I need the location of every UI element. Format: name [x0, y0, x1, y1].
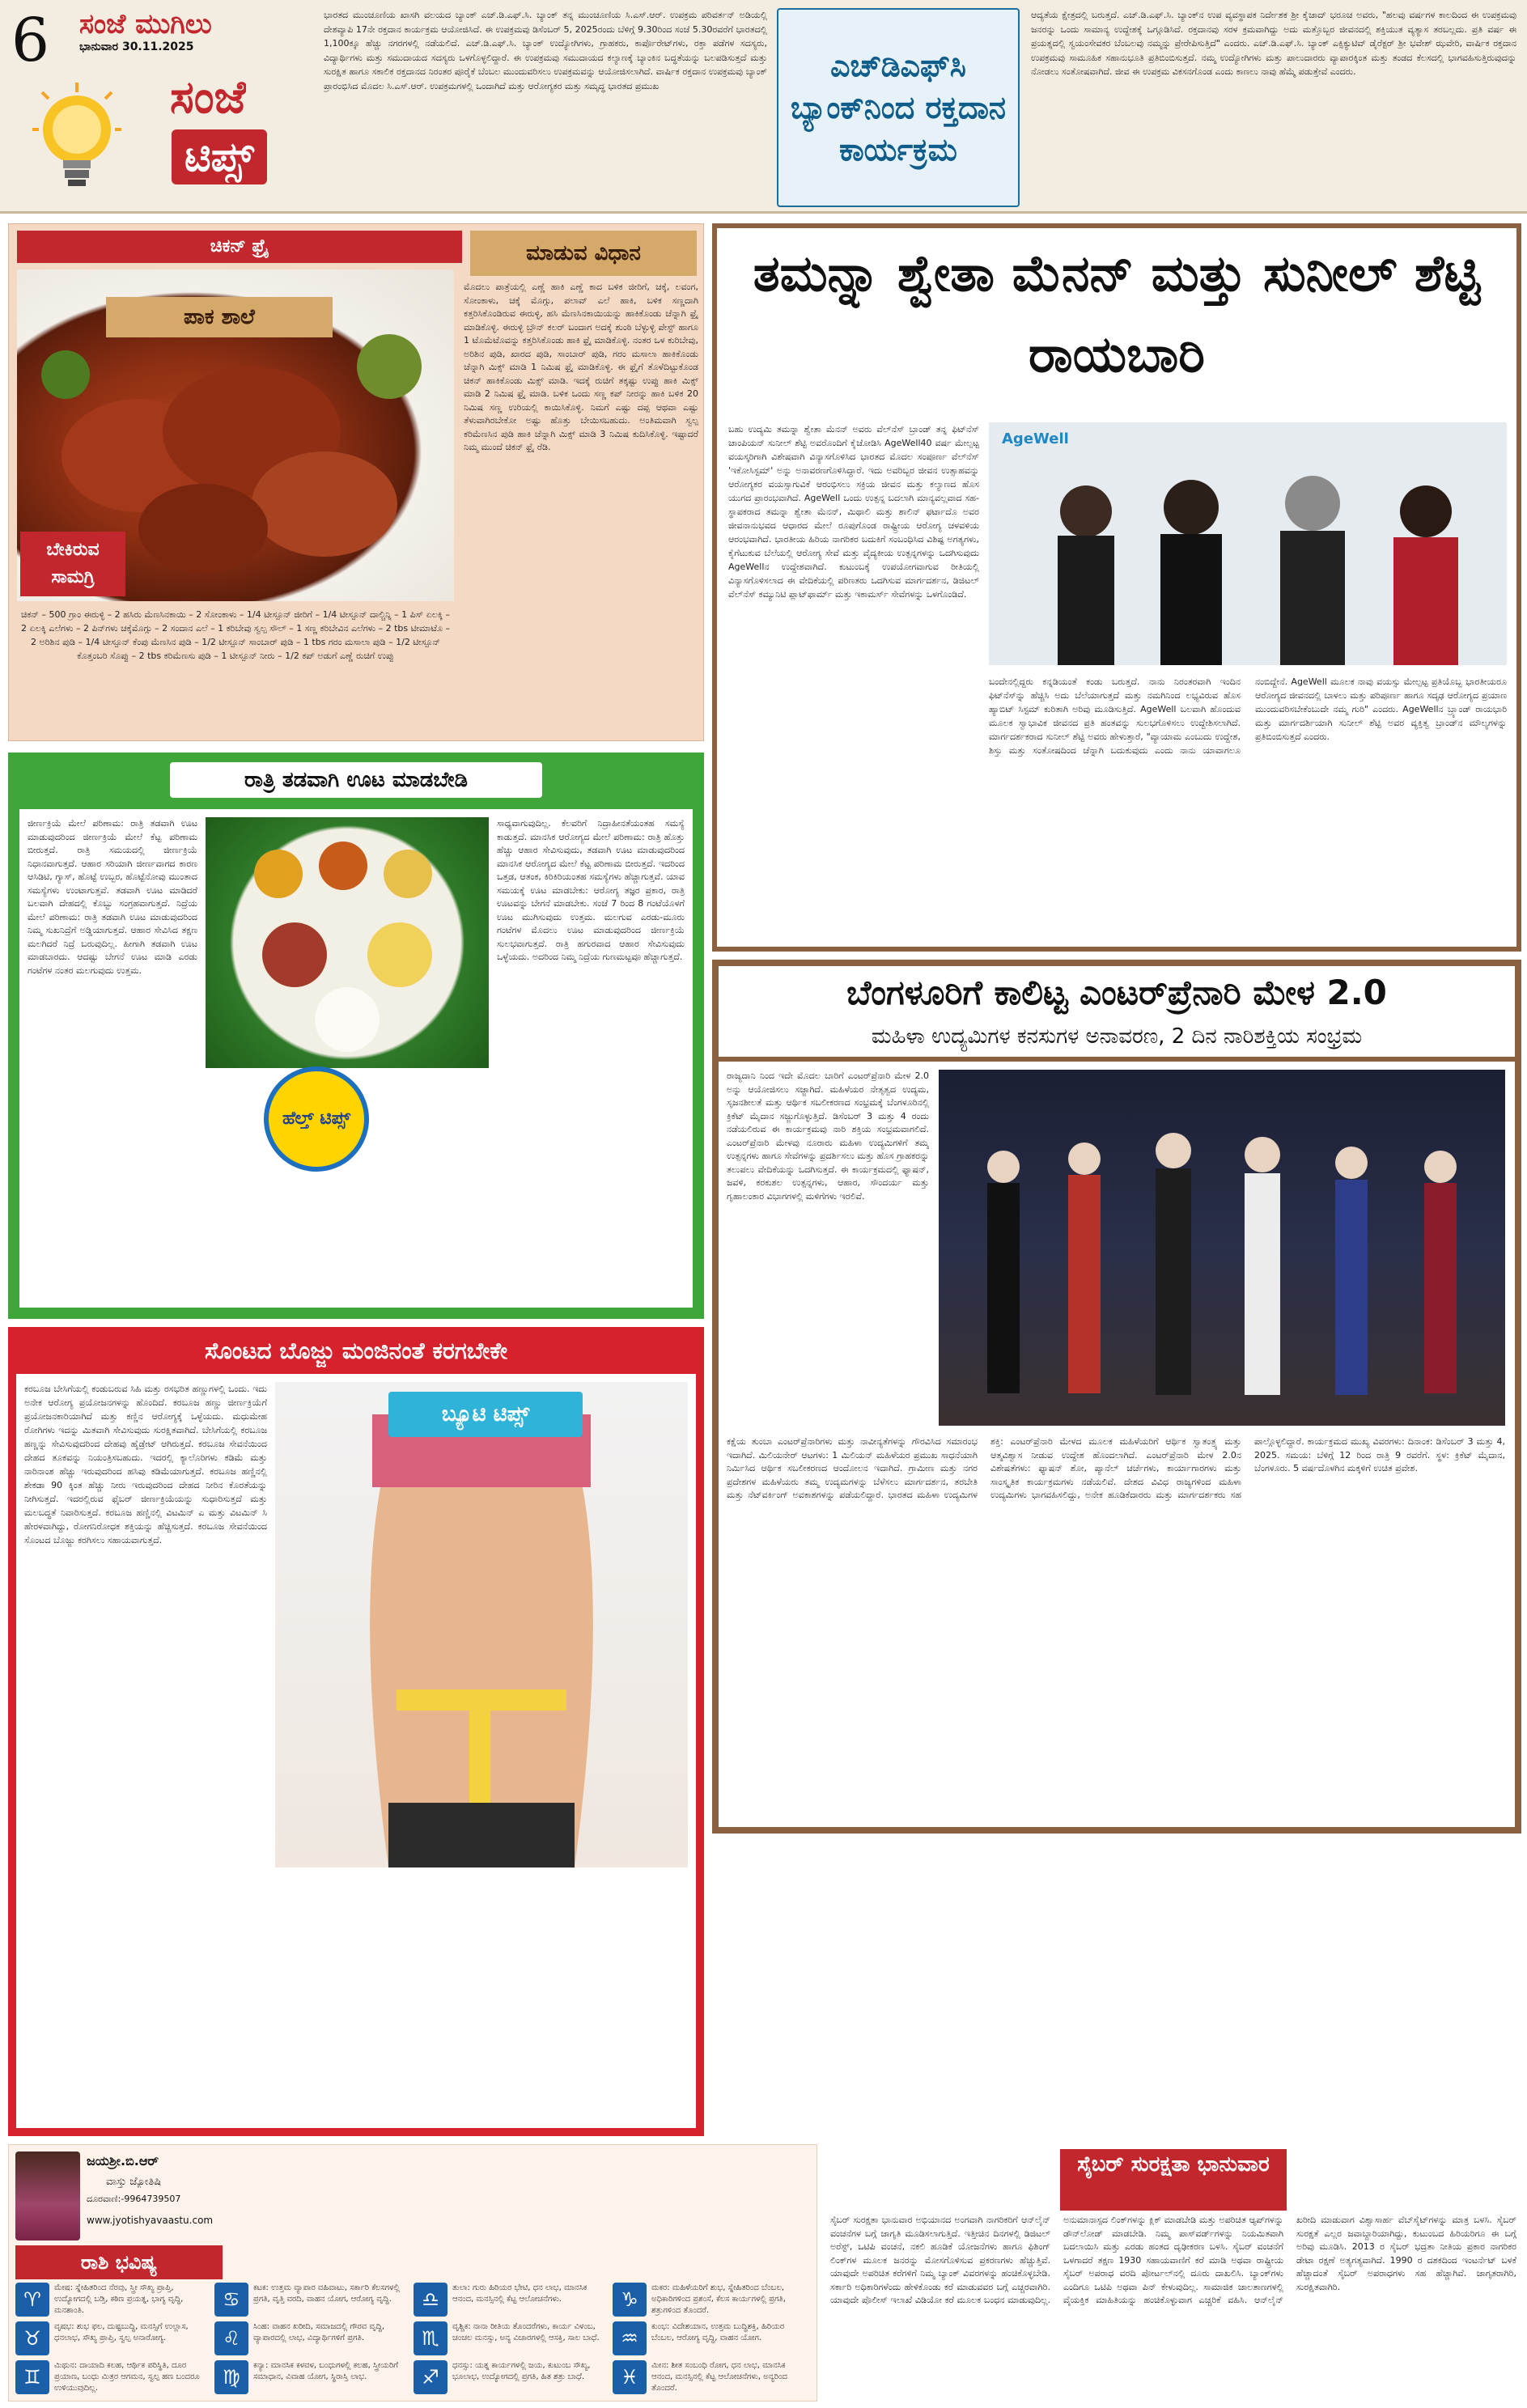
- zodiac-8-icon: ♏: [414, 2321, 447, 2355]
- astrologer-title: ವಾಸ್ತು ಜ್ಯೋತಿಷಿ: [106, 2176, 162, 2188]
- section-title-sanje: ಸಂಜೆ: [170, 71, 247, 124]
- zodiac-text: ತುಲಾ: ಗುರು ಹಿರಿಯರ ಭೇಟಿ, ಧನ ಲಾಭ, ಮಾನಸಿಕ ಆನಂದ, ಮನಸ್ಸಿನಲ್ಲಿ ಕೆಟ್ಟ ಆಲೋಚನೆಗಳು.: [452, 2283, 587, 2304]
- zodiac-item: [613, 2360, 805, 2396]
- zodiac-item: [613, 2321, 805, 2357]
- entrepreneur-headline: ಬೆಂಗಳೂರಿಗೆ ಕಾಲಿಟ್ಟ ಎಂಟರ್‌ಪ್ರೆನಾರಿ ಮೇಳ 2.0: [846, 973, 1387, 1012]
- zodiac-text: ಮಕರ: ಮಹಿಳೆಯರಿಗೆ ಶುಭ, ಸ್ನೇಹಿತರಿಂದ ಬೆಂಬಲ, ಅಧಿಕಾರಿಗಳಿಂದ ಪ್ರಶಂಸೆ, ಕೆಲಸ ಕಾರ್ಯಗಳಲ್ಲಿ ಪ್ರಗತಿ, ಶತ್ರುಗಳಿಂದ ತೊಂದರೆ.: [651, 2283, 786, 2315]
- astrologer-name: ಜಯಶ್ರೀ.ಬಿ.ಆರ್: [87, 2153, 159, 2168]
- zodiac-text: ಮಿಥುನ: ದಾಯಾದಿ ಕಲಹ, ಆರ್ಥಿಕ ಪರಿಸ್ಥಿತಿ, ದೂರ ಪ್ರಯಾಣ, ಬಂಧು ಮಿತ್ರರ ಆಗಮನ, ಸ್ವಲ್ಪ ಹಣ ಬಂದರೂ ಉಳಿಯುವುದಿಲ್ಲ.: [54, 2361, 200, 2393]
- zodiac-10-icon: ♑: [613, 2283, 647, 2317]
- cyber-section: [825, 2144, 1521, 2402]
- dinner-body-left: ಜೀರ್ಣಕ್ರಿಯೆ ಮೇಲೆ ಪರಿಣಾಮ: ರಾತ್ರಿ ತಡವಾಗಿ ಊಟ ಮಾಡುವುದರಿಂದ ಜೀರ್ಣಕ್ರಿಯೆ ಮೇಲೆ ಕೆಟ್ಟ ಪರಿಣಾಮ ಬೀರುತ್ತದೆ. ರಾತ್ರಿ ಸಮಯದಲ್ಲಿ ಜೀರ್ಣಕ್ರಿಯೆ ನಿಧಾನವಾಗುತ್ತದೆ. ಆಹಾರ ಸರಿಯಾಗಿ ಜೀರ್ಣವಾಗದ ಕಾರಣ ಆಸಿಡಿಟಿ, ಗ್ಯಾಸ್, ಹೊಟ್ಟೆ ಉಬ್ಬರ, ಹೊಟ್ಟೆನೋವು ಮುಂತಾದ ಸಮಸ್ಯೆಗಳು ಉಂಟಾಗುತ್ತವೆ. ತಡವಾಗಿ ಊಟ ಮಾಡಿದರೆ ಬಲವಾಗಿ ದೇಹದಲ್ಲಿ ಕೊಬ್ಬು ಸಂಗ್ರಹವಾಗುತ್ತದೆ. ನಿದ್ರೆಯ ಮೇಲೆ ಪರಿಣಾಮ: ರಾತ್ರಿ ತಡವಾಗಿ ಊಟ ಮಾಡುವುದರಿಂದ ನಿಮ್ಮ ಸುಖನಿದ್ರೆಗೆ ಅಡ್ಡಿಯಾಗುತ್ತದೆ. ಆಹಾರ ಸೇವಿಸಿದ ತಕ್ಷಣ ಮಲಗಿದರೆ ನಿದ್ರೆ ಬರುವುದಿಲ್ಲ. ಹೀಗಾಗಿ ತಡವಾಗಿ ಊಟ ಮಾಡಬಾರದು. ಆದಷ್ಟು ಬೇಗನೆ ಊಟ ಮಾಡಿ ಎರಡು ಗಂಟೆಗಳ ನಂತರ ಮಲಗುವುದು ಉತ್ತಮ.: [28, 818, 197, 976]
- paper-name: ಸಂಜೆ ಮುಗಿಲು: [79, 8, 212, 40]
- agewell-section: [712, 223, 1521, 952]
- kitchen-label: ಪಾಕ ಶಾಲೆ: [106, 297, 333, 337]
- zodiac-item: [214, 2360, 407, 2396]
- ingredients-list: ಚಿಕನ್ – 500 ಗ್ರಾಂ ಈರುಳ್ಳಿ – 2 ಹಸಿರು ಮೆಣಸಿನಕಾಯಿ – 2 ಸೋಂಕಾಳು – 1/4 ಟೀಸ್ಪೂನ್ ಜೀರಿಗೆ – 1/4 ಟೀಸ್ಪೂನ್ ದಾಲ್ಚಿನ್ನಿ – 1 ಪಿಸ್ ಏಲಕ್ಕಿ – 2 ಏಲಕ್ಕಿ ಎಲೆಗಳು – 2 ಪಿನ್‌ಗಳು ಚಕ್ಕೆಮೊಗ್ಗು – 2 ಸಂದಾನ ಎಲೆ – 1 ಕರಿಬೇವು ಸ್ವಲ್ಪ ಸೌಲ್ – 1 ಸಣ್ಣ ಕರಿಬೇವಿನ ಎಲೆಗಳು – 2 tbs ಟೀಮಾಟೊ – 2 ಅರಿಶಿನ ಪುಡಿ – 1/4 ಟೀಸ್ಪೂನ್ ಕೆಂಪು ಮೆಣಸಿನ ಪುಡಿ – 1/2 ಟೀಸ್ಪೂನ್ ಸಾಂಬಾರ್ ಪುಡಿ – 1 tbs ಗರಂ ಮಸಾಲಾ ಪುಡಿ – 1/2 ಟೀಸ್ಪೂನ್ ಕೊತ್ತಂಬರಿ ಸೊಪ್ಪು – 2 tbs ಕರಿಮೆಣಸು ಪುಡಿ – 1 ಟೀಸ್ಪೂನ್ ನೀರು – 1/2 ಕಪ್ ಅಡುಗೆ ಎಣ್ಣೆ ರುಚಿಗೆ ಉಪ್ಪು: [20, 609, 451, 661]
- dinner-body-right: ಸಾಧ್ಯವಾಗುವುದಿಲ್ಲ. ಕೆಲವರಿಗೆ ನಿದ್ರಾಹೀನತೆಯಂತಹ ಸಮಸ್ಯೆ ಕಾಡುತ್ತದೆ. ಮಾನಸಿಕ ಆರೋಗ್ಯದ ಮೇಲೆ ಪರಿಣಾಮ: ರಾತ್ರಿ ಹೊತ್ತು ಹೆಚ್ಚು ಆಹಾರ ಸೇವಿಸುವುದು, ತಡವಾಗಿ ಊಟ ಮಾಡುವುದರಿಂದ ಮಾನಸಿಕ ಆರೋಗ್ಯದ ಮೇಲೆ ಕೆಟ್ಟ ಪರಿಣಾಮ ಬೀರುತ್ತದೆ. ಇದರಿಂದ ಒತ್ತಡ, ಆತಂಕ, ಕಿರಿಕಿರಿಯಂತಹ ಸಮಸ್ಯೆಗಳು ಹೆಚ್ಚಾಗುತ್ತವೆ. ಯಾವ ಸಮಯಕ್ಕೆ ಊಟ ಮಾಡಬೇಕು: ಆರೋಗ್ಯ ತಜ್ಞರ ಪ್ರಕಾರ, ರಾತ್ರಿ ಊಟವನ್ನು ಬೇಗನೆ ಮಾಡಬೇಕು. ಸಂಜೆ 7 ರಿಂದ 8 ಗಂಟೆಯೊಳಗೆ ಊಟ ಮುಗಿಸುವುದು ಉತ್ತಮ. ಮಲಗುವ ಎರಡು-ಮೂರು ಗಂಟೆಗಳ ಮೊದಲು ಊಟ ಮಾಡುವುದರಿಂದ ಜೀರ್ಣಕ್ರಿಯೆ ಸುಲಭವಾಗುತ್ತದೆ. ರಾತ್ರಿ ಹಗುರವಾದ ಆಹಾರ ಸೇವಿಸುವುದು ಒಳ್ಳೆಯದು. ಅದರಿಂದ ನಿಮ್ಮ ನಿದ್ರೆಯ ಗುಣಮಟ್ಟವೂ ಹೆಚ್ಚಾಗುತ್ತದೆ.: [497, 818, 685, 962]
- zodiac-item: [414, 2321, 606, 2357]
- section-title-tips: ಟಿಪ್ಸ್: [172, 129, 267, 184]
- entrepreneur-subhead: ಮಹಿಳಾ ಉದ್ಯಮಿಗಳ ಕನಸುಗಳ ಅನಾವರಣ, 2 ದಿನ ನಾರಿಶಕ್ತಿಯ ಸಂಭ್ರಮ: [871, 1024, 1363, 1049]
- zodiac-text: ಧನಸ್ಸು: ಯತ್ನ ಕಾರ್ಯಗಳಲ್ಲಿ ಜಯ, ಕುಟುಂಬ ಸೌಖ್ಯ, ಭೂಲಾಭ, ಉದ್ಯೋಗದಲ್ಲಿ ಪ್ರಗತಿ, ಹಿತ ಶತ್ರು ಬಾಧೆ.: [452, 2361, 591, 2381]
- cyber-title: ಸೈಬರ್ ಸುರಕ್ಷತಾ ಭಾನುವಾರ: [1060, 2149, 1287, 2211]
- fashion-show-photo: [939, 1070, 1505, 1426]
- hdfc-headline: ಎಚ್‌ಡಿಎಫ್‌ಸಿ ಬ್ಯಾಂಕ್‌ನಿಂದ ರಕ್ತದಾನ ಕಾರ್ಯಕ್ರಮ: [790, 48, 1007, 167]
- horoscope-section: [8, 2144, 817, 2402]
- agewell-logo: AgeWell: [1002, 430, 1069, 447]
- zodiac-item: [613, 2283, 805, 2318]
- hdfc-body-right: ಆದ್ಯತೆಯ ಕ್ಷೇತ್ರದಲ್ಲಿ ಬರುತ್ತದೆ. ಎಚ್.ಡಿ.ಎಫ್.ಸಿ. ಬ್ಯಾಂಕ್‌ನ ಉಪ ವ್ಯವಸ್ಥಾಪಕ ನಿರ್ದೇಶಕ ಶ್ರೀ ಕೈಜಾದ್ ಭರೂಚ ಅವರು, "ಹಲವು ವರ್ಷಗಳ ಕಾಲದಿಂದ ಈ ಉಪಕ್ರಮವು ಜನರನ್ನು ಒಂದು ಸಾಮಾನ್ಯ ಉದ್ದೇಶಕ್ಕೆ ಒಗ್ಗೂಡಿಸಿದೆ. ರಕ್ತದಾನವು ಸರಳ ಕ್ರಮವಾಗಿದ್ದು ಅದು ಮತ್ತೊಬ್ಬರ ಜೀವನದಲ್ಲಿ ಶಕ್ತಿಯುತ ವ್ಯತ್ಯಾಸ ತರಬಲ್ಲದು. ಪ್ರತಿ ವರ್ಷ ಈ ಪ್ರಯತ್ನದಲ್ಲಿ ಸ್ವಯಂಸೇವಕರ ಬೆಂಬಲವು ನಮ್ಮನ್ನು ಪ್ರೇರೇಪಿಸುತ್ತಿದೆ" ಎಂದರು. ಎಚ್.ಡಿ.ಎಫ್.ಸಿ. ಬ್ಯಾಂಕ್ ಎಕ್ಸಿಕ್ಯುಟಿವ್ ಡೈರೆಕ್ಟರ್ ಶ್ರೀ ಭವೇಶ್ ಝವೇರಿ, ವಾರ್ಷಿಕ ರಕ್ತದಾನ ಉಪಕ್ರಮವು ಸಾಮೂಹಿಕ ಸಹಾನುಭೂತಿ ಪ್ರತಿಬಿಂಬಿಸುತ್ತದೆ. ನಮ್ಮ ಉದ್ಯೋಗಿಗಳು ಮತ್ತು ಪಾಲುದಾರರು ವ್ಯಾಪಾರಕ್ಕಿಂತ ಮತ್ತು ತಂಡದ ಕೆಲಸದಲ್ಲಿ ಭಾಗವಹಿಸುತ್ತಿರುವುದನ್ನು ನೋಡಲು ಸಂತೋಷವಾಗಿದೆ. ಜೀವ ಈ ಉಪಕ್ರಮ ವಿಕಸನಗೊಂಡ ಎಂದು ಕಾಣಲು ನಾವು ಹೆಮ್ಮೆ ಪಡುತ್ತೇವೆ ಎಂದರು.: [1031, 10, 1516, 77]
- astrologer-phone: ದೂರವಾಣಿ:-9964739507: [87, 2194, 181, 2204]
- agewell-photo: [989, 422, 1507, 665]
- dinner-title: ರಾತ್ರಿ ತಡವಾಗಿ ಊಟ ಮಾಡಬೇಡಿ: [170, 762, 542, 798]
- zodiac-7-icon: ♎: [414, 2283, 447, 2317]
- zodiac-item: [15, 2360, 208, 2396]
- zodiac-text: ವೃಶ್ಚಿಕ: ನಾನಾ ರೀತಿಯ ತೊಂದರೆಗಳು, ಕಾರ್ಯ ವಿಳಂಬ, ಚಂಚಲ ಮನಸ್ಸು, ಅನ್ಯ ವಿಚಾರಗಳಲ್ಲಿ ಆಸಕ್ತಿ, ಸಾಲ ಬಾಧೆ.: [452, 2322, 600, 2342]
- zodiac-text: ಸಿಂಹ: ವಾಹನ ಖರೀದಿ, ಸಮಾಜದಲ್ಲಿ ಗೌರವ ವೃದ್ಧಿ, ವ್ಯಾಪಾರದಲ್ಲಿ ಲಾಭ, ವಿದ್ಯಾರ್ಥಿಗಳಿಗೆ ಪ್ರಗತಿ.: [253, 2322, 385, 2342]
- zodiac-text: ಮೇಷ: ಸ್ನೇಹಿತರಿಂದ ನೆರವು, ಸ್ತ್ರೀ ಸೌಖ್ಯ ಪ್ರಾಪ್ತಿ, ಉದ್ಯೋಗದಲ್ಲಿ ಬಡ್ತಿ, ಕಠಿಣ ಪ್ರಯತ್ನ, ಭಾಗ್ಯ ವೃದ್ಧಿ, ಮನಶಾಂತಿ.: [54, 2283, 184, 2315]
- zodiac-text: ಕನ್ಯಾ: ಮಾನಸಿಕ ಕಳವಳ, ಬಂಧುಗಳಲ್ಲಿ ಕಲಹ, ಸ್ತ್ರೀಯರಿಗೆ ಸಮಾಧಾನ, ವಿವಾಹ ಯೋಗ, ಸ್ಥಿರಾಸ್ತಿ ಲಾಭ.: [253, 2361, 399, 2381]
- astrologer-website: www.jyotishyavaastu.com: [87, 2215, 214, 2226]
- zodiac-grid: [15, 2283, 812, 2399]
- masthead: [0, 0, 1527, 214]
- beauty-tips-badge: ಬ್ಯೂಟಿ ಟಿಪ್ಸ್: [388, 1392, 583, 1437]
- zodiac-text: ಕಟಕ: ಉತ್ತಮ ವ್ಯಾಪಾರ ವಹಿವಾಟು, ಸರ್ಕಾರಿ ಕೆಲಸಗಳಲ್ಲಿ ಪ್ರಗತಿ, ವೃತ್ತಿ ವರದಿ, ವಾಹನ ಯೋಗ, ಆರೋಗ್ಯ ವೃದ್ಧಿ.: [253, 2283, 400, 2304]
- horoscope-title: ರಾಶಿ ಭವಿಷ್ಯ: [15, 2245, 223, 2279]
- zodiac-11-icon: ♒: [613, 2321, 647, 2355]
- zodiac-text: ಕುಂಭ: ವಿದೇಶಯಾನ, ಉತ್ತಮ ಬುದ್ಧಿಶಕ್ತಿ, ಹಿರಿಯರ ಬೆಂಬಲ, ಆರೋಗ್ಯ ವೃದ್ಧಿ, ವಾಹನ ಯೋಗ.: [651, 2322, 785, 2342]
- zodiac-4-icon: ♋: [214, 2283, 248, 2317]
- agewell-body-right: ಬಂದೇನಲ್ಲಿದ್ದರು ಕನ್ನಡಿಯಂತೆ ಕಂಡು ಬರುತ್ತದೆ. ನಾನು ನಿರಂತರವಾಗಿ ಇಂದಿನ ಫಿಟ್‌ನೆಸ್‌ನ್ನು ಹೆಚ್ಚಿಸಿ ಅದು ಬೆಲೆಯಾಗುತ್ತದೆ ಮತ್ತು ನಮಗಿನಿಂದ ಲಭ್ಯವಿರುವ ಹೊಸ ಹ್ಯಾಬಿಟ್ ಸಿಸ್ಟಮ್ ಕುರಿತಾಗಿ ಅರಿವು ಮೂಡಿಸುತ್ತಿದೆ. AgeWell ಬಲವಾಗಿ ಹೊಂದುವ ಮೂಲಕ ಸ್ವಾಭಾವಿಕ ಜೀವನದ ಪ್ರತಿ ಹಂತವನ್ನು ಸುಲಭಗೊಳಿಸಲು ಉದ್ದೇಶಿಸಲಾಗಿದೆ. ಮಾರ್ಗದರ್ಶಕರಾದ ಸುನೀಲ್ ಶೆಟ್ಟಿ ಅವರು ಹೇಳುತ್ತಾರೆ, "ವ್ಯಾಯಾಮ ಎಂಬುದು ಉದ್ದೇಶ, ಶಿಸ್ತು ಮತ್ತು ಸಂತೋಷದಿಂದ ಚೆನ್ನಾಗಿ ಬದುಕುವುದು ಎಂದು ನಾನು ಯಾವಾಗಲೂ ನಂಬಿದ್ದೇನೆ. AgeWell ಮೂಲಕ ನಾವು ವಯಸ್ಸು ಮೇಲ್ಪಟ್ಟ ಪ್ರತಿಯೊಬ್ಬ ಭಾರತೀಯರೂ ಆರೋಗ್ಯದ ಜೀವನದಲ್ಲಿ ಬಾಳಲು ಮತ್ತು ಪರಿಪೂರ್ಣ ಹಾಗೂ ಸದೃಢ ಆರೋಗ್ಯದ ಪ್ರಯಾಣ ಮುಂದುವರಿಸಬೇಕೆಂಬುದೇ ನಮ್ಮ ಗುರಿ" ಎಂದರು. AgeWellನ ಬ್ರ್ಯಾಂಡ್ ರಾಯಭಾರಿ ಮತ್ತು ಮಾರ್ಗದರ್ಶಿಯಾಗಿ ಸುನೀಲ್ ಶೆಟ್ಟಿ ಅವರ ವ್ಯಕ್ತಿತ್ವ ಬ್ರಾಂಡ್‌ನ ಮೌಲ್ಯಗಳನ್ನು ಪ್ರತಿಬಿಂಬಿಸುತ್ತದೆ ಎಂದರು.: [989, 676, 1507, 756]
- chicken-fry-section: [8, 223, 704, 741]
- zodiac-item: [414, 2360, 606, 2396]
- lightbulb-icon: [32, 81, 121, 202]
- zodiac-9-icon: ♐: [414, 2360, 447, 2394]
- zodiac-12-icon: ♓: [613, 2360, 647, 2394]
- agewell-body-left: ಬಹು ಉದ್ಯಮಿ ತಮನ್ನಾ ಶ್ವೇತಾ ಮೆನನ್ ಅವರು ವೆಲ್‌ನೆಸ್ ಬ್ರಾಂಡ್ ತನ್ನ ಫಿಟ್‌ನೆಸ್ ಚಾಂಪಿಯನ್ ಸುನೀಲ್ ಶೆಟ್ಟಿ ಅವರೊಂದಿಗೆ ಕೈಜೋಡಿಸಿ AgeWell40 ವರ್ಷ ಮೇಲ್ಪಟ್ಟ ವಯಸ್ಕರಿಗಾಗಿ ವಿಶೇಷವಾಗಿ ವಿನ್ಯಾಸಗೊಳಿಸಿದ ಭಾರತದ ಮೊದಲ ಸಂಪೂರ್ಣ ವೆಲ್‌ನೆಸ್ 'ಇಕೋಸಿಸ್ಟಮ್' ಅನ್ನು ಅನಾವರಣಗೊಳಿಸಿದ್ದಾರೆ. ಇದು ಅವರಿಬ್ಬರ ಜೀವನ ಉತ್ಸಾಹವನ್ನು ಆರೋಗ್ಯಕರ ವಯಸ್ಸಾಗುವಿಕೆ ಆರಂಭಿಸಲು ಸಕ್ರಿಯ ಜೀವನ ಮತ್ತು ಕಲ್ಯಾಣದ ಹೊಸ ಯುಗದ ಪ್ರಾರಂಭವಾಗಿದೆ. AgeWell ಒಂದು ಉತ್ಪನ್ನ ಬದಲಾಗಿ ಮಾನ್ಯವಲ್ಲವಾದ ಸಹ-ಸ್ಥಾಪಕರಾದ ತಮನ್ನಾ ಶ್ವೇತಾ ಮೆನನ್, ಮಿಥಾಲಿ ಮತ್ತು ಶಾಲಿನ್ ಫರ್ಟಾದೊ ಅವರ ಜೀವನಾನುಭವದ ಆಧಾರದ ಮೇಲೆ ರೂಪುಗೊಂಡ ರಾಷ್ಟ್ರೀಯ ಆರೋಗ್ಯ ಚಳವಳಿಯ ಆರಂಭವಾಗಿದೆ. ಭಾರತೀಯ ಹಿರಿಯ ನಾಗರಿಕರ ಬದುಕಿಗೆ ಸಂಬಂಧಿಸಿದ ವಿಶಿಷ್ಟ ಅಗತ್ಯಗಳು, ಕೈಗೆಟುಕುವ ಬೆಲೆಯಲ್ಲಿ ಆರೋಗ್ಯ ಸೇವೆ ಮತ್ತು ವೈದ್ಯಕೀಯ ಉತ್ಪನ್ನಗಳನ್ನು ಒದಗಿಸುವುದು AgeWellನ ಉದ್ದೇಶವಾಗಿದೆ. ಕುಟುಂಬಕ್ಕೆ ಉಪಯೋಗವಾಗುವ ರೀತಿಯಲ್ಲಿ ವಿನ್ಯಾಸಗೊಳಿಸಲಾದ ಈ ವೇದಿಕೆಯಲ್ಲಿ ಪರಿಣತರು ಒದಗಿಸುವ ಮಾರ್ಗದರ್ಶನ, ಡಿಜಿಟಲ್ ವೆಲ್‌ನೆಸ್ ಕಮ್ಯುನಿಟಿ ಪ್ಲಾಟ್‌ಫಾರ್ಮ್ ಮತ್ತು ಇಕಾಮರ್ಸ್ ಸೇವೆಗಳನ್ನು ಒಳಗೊಂಡಿದೆ.: [728, 424, 979, 600]
- zodiac-5-icon: ♌: [214, 2321, 248, 2355]
- page-number: 6: [11, 8, 50, 73]
- zodiac-item: [214, 2321, 407, 2357]
- zodiac-item: [414, 2283, 606, 2318]
- astrologer-avatar: [15, 2152, 80, 2241]
- entrepreneur-body-top: ರಾಜ್ಯದಾನಿ ನಿಂದ ಇದೇ ಮೊದಲ ಬಾರಿಗೆ ಎಂಟರ್‌ಪ್ರೆನಾರಿ ಮೇಳ 2.0 ಅನ್ನು ಆಯೋಜಿಸಲು ಸಜ್ಜಾಗಿದೆ. ಮಹಿಳೆಯರ ನೇತೃತ್ವದ ಉದ್ಯಮ, ಸೃಜನಶೀಲತೆ ಮತ್ತು ಆರ್ಥಿಕ ಸಬಲೀಕರಣದ ಸಂಭ್ರಮಕ್ಕೆ ಬೆಂಗಳೂರಿನಲ್ಲಿ ಕ್ರಿಕೆಟ್ ಮೈದಾನ ಸಜ್ಜುಗೊಳ್ಳುತ್ತಿದೆ. ಡಿಸೆಂಬರ್ 3 ಮತ್ತು 4 ರಂದು ನಡೆಯಲಿರುವ ಈ ಕಾರ್ಯಕ್ರಮವು ನಾರಿ ಶಕ್ತಿಯ ಸಂಭ್ರಮವಾಗಲಿದೆ. ಎಂಟರ್‌ಪ್ರೆನಾರಿ ಮೇಳವು ನೂರಾರು ಮಹಿಳಾ ಉದ್ಯಮಿಗಳಿಗೆ ತಮ್ಮ ಉತ್ಪನ್ನಗಳು ಹಾಗೂ ಸೇವೆಗಳನ್ನು ಪ್ರದರ್ಶಿಸಲು ಮತ್ತು ಹೊಸ ಗ್ರಾಹಕರನ್ನು ತಲುಪಲು ವೇದಿಕೆಯನ್ನು ಒದಗಿಸುತ್ತದೆ. ಈ ಕಾರ್ಯಕ್ರಮದಲ್ಲಿ ಫ್ಯಾಷನ್, ಜವಳಿ, ಕರಕುಶಲ ಉತ್ಪನ್ನಗಳು, ಆಹಾರ, ಸೌಂದರ್ಯ ಮತ್ತು ಗೃಹಾಲಂಕಾರ ವಿಭಾಗಗಳಲ್ಲಿ ಮಳಿಗೆಗಳು ಇರಲಿವೆ.: [727, 1070, 929, 1202]
- zodiac-item: [15, 2283, 208, 2318]
- dinner-section: [8, 752, 704, 1319]
- method-text: ಮೊದಲು ಪಾತ್ರೆಯಲ್ಲಿ ಎಣ್ಣೆ ಹಾಕಿ ಎಣ್ಣೆ ಕಾದ ಬಳಿಕ ಜೀರಿಗೆ, ಚಕ್ಕೆ, ಲವಂಗ, ಸೋಂಕಾಳು, ಚಕ್ಕೆ ಮೊಗ್ಗು, ಪಲಾವ್ ಎಲೆ ಹಾಕಿ, ಬಳಿಕ ಸಣ್ಣದಾಗಿ ಕತ್ತರಿಸಿಕೊಂಡಿರುವ ಈರುಳ್ಳಿ, ಹಸಿ ಮೆಣಸಿನಕಾಯಿಯನ್ನು ಹಾಕಿಕೊಂಡು ಚೆನ್ನಾಗಿ ಫ್ರೈ ಮಾಡಿಕೊಳ್ಳಿ. ಈರುಳ್ಳಿ ಬ್ರೌನ್ ಕಲರ್ ಬಂದಾಗ ಅದಕ್ಕೆ ಶುಂಠಿ ಬೆಳ್ಳುಳ್ಳಿ ಪೇಸ್ಟ್ ಹಾಗೂ 1 ಟೊಮೆಟೊವನ್ನು ಕತ್ತರಿಸಿಕೊಂಡು ಹಾಕಿ ಫ್ರೈ ಮಾಡಿಕೊಳ್ಳಿ. ನಂತರ ಒಳ ಕುರಿಬೇವು, ಅರಿಶಿನ ಪುಡಿ, ಖಾರದ ಪುಡಿ, ಸಾಂಬಾರ್ ಪುಡಿ, ಗರಂ ಮಸಾಲಾ ಹಾಕಿಕೊಂಡು ಚೆನ್ನಾಗಿ ಮಿಕ್ಸ್ ಮಾಡಿ 1 ನಿಮಿಷ ಫ್ರೈ ಮಾಡಿಕೊಳ್ಳಿ. ಈ ಫ್ರೈಗೆ ತೊಳೆದಿಟ್ಟುಕೊಂಡ ಚಿಕನ್ ಹಾಕಿಕೊಂಡು ಮಿಕ್ಸ್ ಮಾಡಿ. ಇದಕ್ಕೆ ರುಚಿಗೆ ತಕ್ಕಷ್ಟು ಉಪ್ಪು ಹಾಕಿ ಮಿಕ್ಸ್ ಮಾಡಿ 2 ನಿಮಿಷ ಫ್ರೈ ಮಾಡಿ. ಬಳಿಕ ಒಂದು ಸಣ್ಣ ಕಪ್ ನೀರನ್ನು ಹಾಕಿ ಬಳಿಕ 20 ನಿಮಿಷ ಸಣ್ಣ ಉರಿಯಲ್ಲಿ ಕಾಯಿಸಿಕೊಳ್ಳಿ. ನಿಮಗೆ ಎಷ್ಟು ದಪ್ಪ ಆಥವಾ ಎಷ್ಟು ತೆಳುವಾಗಿರಬೇಕೋ ಅಷ್ಟು ಹೊತ್ತು ಬೇಯಿಸಬಹುದು. ಅಂತಿಮವಾಗಿ ಸ್ವಲ್ಪ ಕರಿಮೆಣಸಿನ ಪುಡಿ ಹಾಕಿ ಚೆನ್ನಾಗಿ ಮಿಕ್ಸ್ ಮಾಡಿ 3 ನಿಮಿಷ ಕುದಿಸಿಕೊಳ್ಳಿ. ಇಷ್ಟಾದರೆ ನಿಮ್ಮ ಮುಂದೆ ಚಿಕನ್ ಫ್ರೈ ರೆಡಿ.: [464, 282, 698, 452]
- waist-photo: [275, 1382, 688, 1867]
- zodiac-text: ಮೀನ: ಶೀತ ಸಂಬಂಧಿ ರೋಗ, ಧನ ಲಾಭ, ಮಾನಸಿಕ ಆನಂದ, ಮನಸ್ಸಿನಲ್ಲಿ ಕೆಟ್ಟ ಆಲೋಚನೆಗಳು, ಅನ್ಯರಿಂದ ತೊಂದರೆ.: [651, 2361, 787, 2393]
- ingredients-title: ಬೇಕಿರುವ ಸಾಮಗ್ರಿ: [20, 532, 125, 596]
- zodiac-item: [15, 2321, 208, 2357]
- hdfc-body-left: ಭಾರತದ ಮುಂಚೂಣಿಯ ಖಾಸಗಿ ವಲಯದ ಬ್ಯಾಂಕ್ ಎಚ್.ಡಿ.ಎಫ್.ಸಿ. ಬ್ಯಾಂಕ್ ತನ್ನ ಮುಂಚೂಣಿಯ ಸಿ.ಎಸ್.ಆರ್. ಉಪಕ್ರಮ ಪರಿವರ್ತನ್ ಅಡಿಯಲ್ಲಿ ದೇಶವ್ಯಾಪಿ 17ನೇ ರಕ್ತದಾನ ಕಾರ್ಯಕ್ರಮ ಆಯೋಜಿಸಿದೆ. ಈ ಉಪಕ್ರಮವು ಡಿಸೆಂಬರ್ 5, 2025ರಂದು ಬೆಳಿಗ್ಗೆ 9.30ರಿಂದ ಸಂಜೆ 5.30ರವರೆಗೆ ಭಾರತದಲ್ಲಿ 1,100ಕ್ಕೂ ಹೆಚ್ಚು ನಗರಗಳಲ್ಲಿ ನಡೆಯಲಿದೆ. ಎಚ್.ಡಿ.ಎಫ್.ಸಿ. ಬ್ಯಾಂಕ್ ಉದ್ಯೋಗಿಗಳು, ಗ್ರಾಹಕರು, ಕಾರ್ಪೊರೇಟ್‌ಗಳು, ರಕ್ತಾ ಪಡೆಗಳ ಸದಸ್ಯರು, ವಿದ್ಯಾರ್ಥಿಗಳು ಮತ್ತು ಸಮುದಾಯದ ಸದಸ್ಯರು ಒಳಗೊಳ್ಳಲಿದ್ದಾರೆ. ಈ ಉಪಕ್ರಮವು ಸಮುದಾಯದ ಕಲ್ಯಾಣಕ್ಕೆ ಬ್ಯಾಂಕಿನ ಬದ್ಧತೆಯನ್ನು ಬಲಪಡಿಸುತ್ತದೆ ಮತ್ತು ಸುರಕ್ಷಿತ ಹಾಗೂ ಸಕಾಲಿಕ ರಕ್ತದಾನದ ನಿರಂತರ ಪೂರೈಕೆ ಬೆಂಬಲ ಮುಂದುವರಿಸಲು ಉಪಕ್ರಮವನ್ನು ಆಯೋಜಿಸಲಾಗಿದೆ. ವಾರ್ಷಿಕ ರಕ್ತದಾನ ಉಪಕ್ರಮವು ಬ್ಯಾಂಕ್ ಪ್ರಾರಂಭಿಸಿದ ಮೊದಲ ಸಿ.ಎಸ್.ಆರ್. ಉಪಕ್ರಮಗಳಲ್ಲಿ ಒಂದಾಗಿದೆ ಮತ್ತು ಆರೋಗ್ಯಕರ ಮತ್ತು ಸಮೃದ್ಧ ಭಾರತದ ಪ್ರಮುಖ: [324, 10, 767, 91]
- zodiac-text: ವೃಷಭ: ಶುಭ ಫಲ, ದುಷ್ಟಬುದ್ಧಿ, ಮನಸ್ಸಿಗೆ ಉಲ್ಲಾಸ, ಧನಲಾಭ, ಸೌಖ್ಯ ಪ್ರಾಪ್ತಿ, ಸ್ವಲ್ಪ ಅನಾರೋಗ್ಯ.: [54, 2322, 189, 2342]
- zodiac-6-icon: ♍: [214, 2360, 248, 2394]
- agewell-headline: ತಮನ್ನಾ ಶ್ವೇತಾ ಮೆನನ್ ಮತ್ತು ಸುನೀಲ್ ಶೆಟ್ಟಿ ರಾಯಬಾರಿ: [753, 244, 1481, 384]
- entrepreneur-body-cols: ಕಕ್ಷೆಯ ತುಂಬಾ ಎಂಟರ್‌ಪ್ರೆನಾರಿಗಳು ಮತ್ತು ನಾವೀನ್ಯತೆಗಳನ್ನು ಗೌರವಿಸಿದ ಸಮಾರಂಭ ಇದಾಗಿದೆ. ಮಿಲಿಯನೇರ್ ಆಟಗಳು: 1 ಮಿಲಿಯನ್ ಮಹಿಳೆಯರ ಪ್ರಮುಖ ಸಾಧನೆಯಾಗಿ ನಿರ್ಮಿಸಿದ ಆರ್ಥಿಕ ಸಬಲೀಕರಣದ ಆಂದೋಲನ ಇದಾಗಿದೆ. ಗ್ರಾಮೀಣ ಮತ್ತು ನಗರ ಪ್ರದೇಶಗಳ ಮಹಿಳೆಯರು ತಮ್ಮ ಉದ್ಯಮಗಳನ್ನು ಬೆಳೆಸಲು ಮಾರ್ಗದರ್ಶನ, ತರಬೇತಿ ಮತ್ತು ನೆಟ್‌ವರ್ಕಿಂಗ್ ಅವಕಾಶಗಳನ್ನು ಪಡೆಯಲಿದ್ದಾರೆ. ಭಾರತದ ಮಹಿಳಾ ಉದ್ಯಮಿಗಳ ಶಕ್ತಿ: ಎಂಟರ್‌ಪ್ರೆನಾರಿ ಮೇಳದ ಮೂಲಕ ಮಹಿಳೆಯರಿಗೆ ಆರ್ಥಿಕ ಸ್ವಾತಂತ್ರ್ಯ ಮತ್ತು ಆತ್ಮವಿಶ್ವಾಸ ನೀಡುವ ಉದ್ದೇಶ ಹೊಂದಲಾಗಿದೆ. ಎಂಟರ್‌ಪ್ರೆನಾರಿ ಮೇಳ 2.0ನ ವಿಶೇಷತೆಗಳು: ಫ್ಯಾಷನ್ ಶೋ, ಪ್ಯಾನೆಲ್ ಚರ್ಚೆಗಳು, ಕಾರ್ಯಾಗಾರಗಳು ಮತ್ತು ಸಾಂಸ್ಕೃತಿಕ ಕಾರ್ಯಕ್ರಮಗಳು ನಡೆಯಲಿವೆ. ದೇಶದ ವಿವಿಧ ರಾಜ್ಯಗಳಿಂದ ಮಹಿಳಾ ಉದ್ಯಮಿಗಳು ಭಾಗವಹಿಸಲಿದ್ದು, ಅನೇಕ ಹೂಡಿಕೆದಾರರು ಮತ್ತು ಮಾರ್ಗದರ್ಶಕರು ಸಹ ಪಾಲ್ಗೊಳ್ಳಲಿದ್ದಾರೆ. ಕಾರ್ಯಕ್ರಮದ ಮುಖ್ಯ ವಿವರಗಳು: ದಿನಾಂಕ: ಡಿಸೆಂಬರ್ 3 ಮತ್ತು 4, 2025. ಸಮಯ: ಬೆಳಿಗ್ಗೆ 12 ರಿಂದ ರಾತ್ರಿ 9 ರವರೆಗೆ. ಸ್ಥಳ: ಕ್ರಿಕೆಟ್ ಮೈದಾನ, ಬೆಂಗಳೂರು. 5 ವರ್ಷದೊಳಗಿನ ಮಕ್ಕಳಿಗೆ ಉಚಿತ ಪ್ರವೇಶ.: [727, 1436, 1505, 1500]
- cyber-body: ಸೈಬರ್ ಸುರಕ್ಷತಾ ಭಾನುವಾರ ಅಭಿಯಾನದ ಅಂಗವಾಗಿ ನಾಗರಿಕರಿಗೆ ಆನ್‌ಲೈನ್ ವಂಚನೆಗಳ ಬಗ್ಗೆ ಜಾಗೃತಿ ಮೂಡಿಸಲಾಗುತ್ತಿದೆ. ಇತ್ತೀಚಿನ ದಿನಗಳಲ್ಲಿ ಡಿಜಿಟಲ್ ಅರೆಸ್ಟ್, ಒಟಿಪಿ ವಂಚನೆ, ನಕಲಿ ಹೂಡಿಕೆ ಯೋಜನೆಗಳು ಹಾಗೂ ಫಿಶಿಂಗ್ ಲಿಂಕ್‌ಗಳ ಮೂಲಕ ಜನರನ್ನು ಮೋಸಗೊಳಿಸುವ ಪ್ರಕರಣಗಳು ಹೆಚ್ಚುತ್ತಿವೆ. ಯಾವುದೇ ಅಪರಿಚಿತ ಕರೆಗಳಿಗೆ ನಿಮ್ಮ ಬ್ಯಾಂಕ್ ವಿವರಗಳನ್ನು ಹಂಚಿಕೊಳ್ಳಬೇಡಿ. ಸರ್ಕಾರಿ ಅಧಿಕಾರಿಗಳೆಂದು ಹೇಳಿಕೊಂಡು ಕರೆ ಮಾಡುವವರ ಬಗ್ಗೆ ಎಚ್ಚರವಾಗಿರಿ. ಯಾವುದೇ ಪೊಲೀಸ್ ಇಲಾಖೆ ವಿಡಿಯೋ ಕರೆ ಮೂಲಕ ಬಂಧನ ಮಾಡುವುದಿಲ್ಲ. ಅನುಮಾನಾಸ್ಪದ ಲಿಂಕ್‌ಗಳನ್ನು ಕ್ಲಿಕ್ ಮಾಡಬೇಡಿ ಮತ್ತು ಅಪರಿಚಿತ ಆ್ಯಪ್‌ಗಳನ್ನು ಡೌನ್‌ಲೋಡ್ ಮಾಡಬೇಡಿ. ನಿಮ್ಮ ಪಾಸ್‌ವರ್ಡ್‌ಗಳನ್ನು ನಿಯಮಿತವಾಗಿ ಬದಲಾಯಿಸಿ ಮತ್ತು ಎರಡು ಹಂತದ ದೃಢೀಕರಣ ಬಳಸಿ. ಸೈಬರ್ ವಂಚನೆಗೆ ಒಳಗಾದರೆ ತಕ್ಷಣ 1930 ಸಹಾಯವಾಣಿಗೆ ಕರೆ ಮಾಡಿ ಅಥವಾ ರಾಷ್ಟ್ರೀಯ ಸೈಬರ್ ಅಪರಾಧ ವರದಿ ಪೋರ್ಟಲ್‌ನಲ್ಲಿ ದೂರು ದಾಖಲಿಸಿ. ಬ್ಯಾಂಕ್‌ಗಳು ಎಂದಿಗೂ ಒಟಿಪಿ ಅಥವಾ ಪಿನ್ ಕೇಳುವುದಿಲ್ಲ. ಸಾಮಾಜಿಕ ಜಾಲತಾಣಗಳಲ್ಲಿ ವೈಯಕ್ತಿಕ ಮಾಹಿತಿಯನ್ನು ಹಂಚಿಕೊಳ್ಳುವಾಗ ಎಚ್ಚರಿಕೆ ವಹಿಸಿ. ಆನ್‌ಲೈನ್ ಖರೀದಿ ಮಾಡುವಾಗ ವಿಶ್ವಾಸಾರ್ಹ ವೆಬ್‌ಸೈಟ್‌ಗಳನ್ನು ಮಾತ್ರ ಬಳಸಿ. ಸೈಬರ್ ಸುರಕ್ಷತೆ ಎಲ್ಲರ ಜವಾಬ್ದಾರಿಯಾಗಿದ್ದು, ಕುಟುಂಬದ ಹಿರಿಯರಿಗೂ ಈ ಬಗ್ಗೆ ಅರಿವು ಮೂಡಿಸಿ. 2013 ರ ಸೈಬರ್ ಭದ್ರತಾ ನೀತಿಯ ಪ್ರಕಾರ ನಾಗರಿಕರ ಡೇಟಾ ರಕ್ಷಣೆ ಅತ್ಯಗತ್ಯವಾಗಿದೆ. 1990 ರ ದಶಕದಿಂದ ಇಂಟರ್ನೆಟ್ ಬಳಕೆ ಹೆಚ್ಚಾದಂತೆ ಸೈಬರ್ ಅಪರಾಧಗಳು ಸಹ ಹೆಚ್ಚಾಗಿವೆ. ಜಾಗೃತರಾಗಿರಿ, ಸುರಕ್ಷಿತವಾಗಿರಿ.: [830, 2215, 1516, 2305]
- entrepreneur-section: [712, 960, 1521, 1834]
- chicken-fry-title: ಚಿಕನ್ ಫ್ರೈ: [17, 231, 462, 263]
- zodiac-item: [214, 2283, 407, 2318]
- thali-photo: [206, 817, 489, 1068]
- method-title: ಮಾಡುವ ವಿಧಾನ: [470, 231, 697, 276]
- zodiac-2-icon: ♉: [15, 2321, 49, 2355]
- beauty-body: ಕರಬೂಜ ಬೇಸಿಗೆಯಲ್ಲಿ ಕಂಡುಬರುವ ಸಿಹಿ ಮತ್ತು ರಸಭರಿತ ಹಣ್ಣುಗಳಲ್ಲಿ ಒಂದು. ಇದು ಅನೇಕ ಆರೋಗ್ಯ ಪ್ರಯೋಜನಗಳನ್ನು ಹೊಂದಿದೆ. ಕರಬೂಜ ಹಣ್ಣು ಜೀರ್ಣಕ್ರಿಯೆಗೆ ಪ್ರಯೋಜನಕಾರಿಯಾಗಿದೆ ಮತ್ತು ಕಣ್ಣಿನ ಆರೋಗ್ಯಕ್ಕೆ ಒಳ್ಳೆಯದು. ಮಧುಮೇಹ ರೋಗಿಗಳು ಇದನ್ನು ಮಿತವಾಗಿ ಸೇವಿಸುವುದು ಸುರಕ್ಷಿತವಾಗಿದೆ. ಬೇಸಿಗೆಯಲ್ಲಿ ಕರಬೂಜ ಹಣ್ಣನ್ನು ಸೇವಿಸುವುದರಿಂದ ದೇಹವು ಹೈಡ್ರೇಟ್ ಆಗಿರುತ್ತದೆ. ಕರಬೂಜ ಸೇವನೆಯಿಂದ ದೇಹದ ತೂಕವನ್ನು ನಿಯಂತ್ರಿಸಬಹುದು. ಇದರಲ್ಲಿ ಕ್ಯಾಲೊರಿಗಳು ಕಡಿಮೆ ಮತ್ತು ನಾರಿನಾಂಶ ಹೆಚ್ಚು ಇರುವುದರಿಂದ ಹಸಿವು ಕಡಿಮೆಯಾಗುತ್ತದೆ. ಕರಬೂಜ ಹಣ್ಣಿನಲ್ಲಿ ಶೇಕಡಾ 90 ಕ್ಕಿಂತ ಹೆಚ್ಚು ನೀರು ಇರುವುದರಿಂದ ದೇಹದ ನೀರಿನ ಕೊರತೆಯನ್ನು ನೀಗಿಸುತ್ತದೆ. ಇದರಲ್ಲಿರುವ ಫೈಬರ್ ಜೀರ್ಣಕ್ರಿಯೆಯನ್ನು ಸುಧಾರಿಸುತ್ತದೆ ಮತ್ತು ಮಲಬದ್ಧತೆ ನಿವಾರಿಸುತ್ತದೆ. ಕರಬೂಜ ಹಣ್ಣಿನಲ್ಲಿ ವಿಟಮಿನ್ ಎ ಮತ್ತು ವಿಟಮಿನ್ ಸಿ ಹೇರಳವಾಗಿದ್ದು, ರೋಗನಿರೋಧಕ ಶಕ್ತಿಯನ್ನು ಹೆಚ್ಚಿಸುತ್ತದೆ. ಕರಬೂಜ ಸೇವನೆಯಿಂದ ಸೊಂಟದ ಬೊಜ್ಜು ಕರಗಿಸಲು ಸಹಾಯವಾಗುತ್ತದೆ.: [24, 1384, 267, 1545]
- hdfc-headline-box: [777, 8, 1020, 207]
- beauty-title: ಸೊಂಟದ ಬೊಜ್ಜು ಮಂಜಿನಂತೆ ಕರಗಬೇಕೇ: [204, 1338, 508, 1364]
- zodiac-1-icon: ♈: [15, 2283, 49, 2317]
- issue-date: ಭಾನುವಾರ 30.11.2025: [79, 40, 194, 53]
- health-tips-badge: ಹೆಲ್ತ್ ಟಿಪ್ಸ್: [264, 1066, 369, 1172]
- zodiac-3-icon: ♊: [15, 2360, 49, 2394]
- beauty-section: [8, 1327, 704, 2136]
